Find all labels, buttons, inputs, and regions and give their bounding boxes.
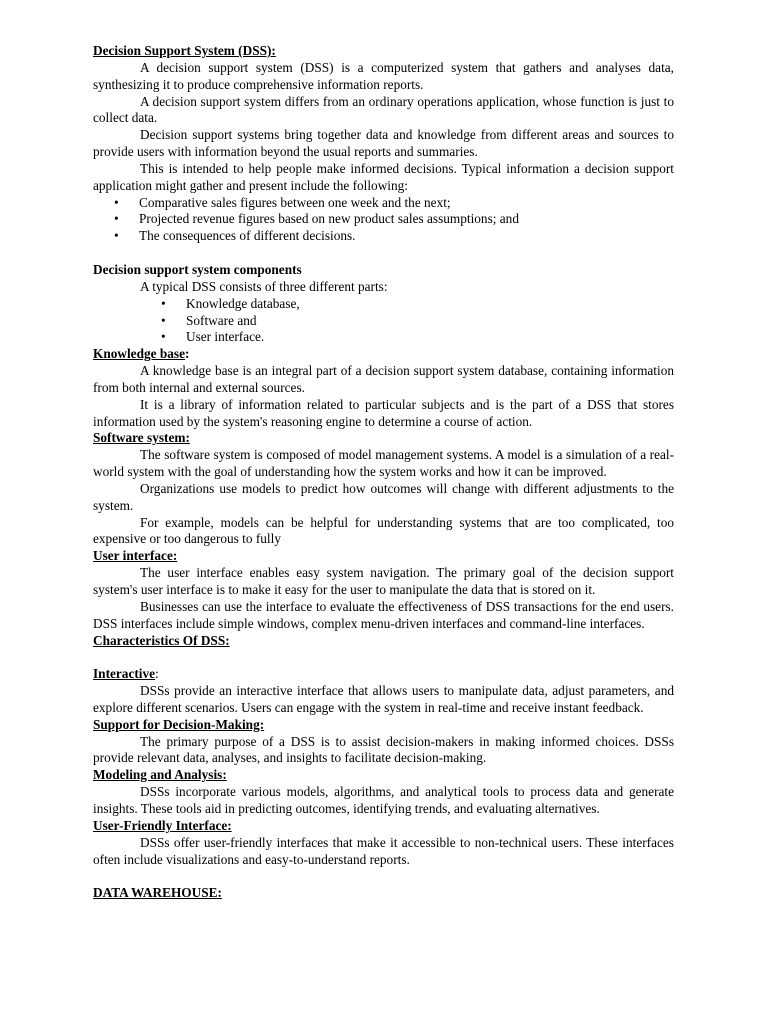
bullet-icon: • xyxy=(114,211,119,227)
user-interface-paragraph-2: Businesses can use the interface to evaluate the effectiveness of DSS transactions for the end users. DSS interfaces include simple windows, complex menu-driven interfaces and command-line interfaces. xyxy=(93,598,674,631)
software-system-paragraph-2: Organizations use models to predict how outcomes will change with different adjustments to the system. xyxy=(93,480,674,513)
bullet-icon: • xyxy=(114,228,119,244)
software-system-heading: Software system: xyxy=(93,430,190,446)
list-item: • Software and xyxy=(161,312,257,328)
document-page xyxy=(93,43,674,902)
user-friendly-heading: User-Friendly Interface: xyxy=(93,817,232,833)
user-interface-paragraph-1: The user interface enables easy system navigation. The primary goal of the decision support system's user interface is to make it easy for the user to manipulate the data that is stored on it. xyxy=(93,565,674,597)
decision-support-heading: Support for Decision-Making: xyxy=(93,716,265,732)
interactive-heading: Interactive: xyxy=(93,666,159,682)
bullet-icon: • xyxy=(161,329,166,345)
user-friendly-paragraph: DSSs offer user-friendly interfaces that make it accessible to non-technical users. These interfaces often include visualizations and easy-to-understand reports. xyxy=(93,834,674,867)
data-warehouse-heading: DATA WAREHOUSE: xyxy=(93,885,222,901)
components-heading: Decision support system components xyxy=(93,261,302,277)
components-bullet-list xyxy=(93,296,674,347)
list-item: • Projected revenue figures based on new product sales assumptions; and xyxy=(114,211,519,227)
spacer xyxy=(93,245,674,262)
modeling-analysis-heading: Modeling and Analysis: xyxy=(93,767,227,783)
characteristics-heading: Characteristics Of DSS: xyxy=(93,632,230,648)
software-system-paragraph-3: For example, models can be helpful for understanding systems that are too complicated, too expensive or too dangerous to fully xyxy=(93,514,674,547)
list-item: • Comparative sales figures between one week and the next; xyxy=(114,194,451,210)
list-item: • The consequences of different decisions. xyxy=(114,228,356,244)
list-item: • Knowledge database, xyxy=(161,295,300,311)
dss-paragraph-2: A decision support system differs from an ordinary operations application, whose function is just to collect data. xyxy=(93,93,674,126)
dss-paragraph-4: This is intended to help people make informed decisions. Typical information a decision support application might gather and present include the following: xyxy=(93,160,674,193)
user-interface-heading: User interface: xyxy=(93,548,178,564)
modeling-analysis-paragraph: DSSs incorporate various models, algorithms, and analytical tools to process data and generate insights. These tools aid in predicting outcomes, identifying trends, and evaluating alternatives. xyxy=(93,784,674,816)
dss-paragraph-1: A decision support system (DSS) is a computerized system that gathers and analyses data, synthesizing it to produce comprehensive information reports. xyxy=(93,59,674,92)
knowledge-base-paragraph-1: A knowledge base is an integral part of a decision support system database, containing information from both internal and external sources. xyxy=(93,363,674,395)
bullet-icon: • xyxy=(114,194,119,210)
bullet-icon: • xyxy=(161,295,166,311)
bullet-icon: • xyxy=(161,312,166,328)
dss-heading: Decision Support System (DSS): xyxy=(93,43,276,58)
spacer xyxy=(93,868,674,885)
software-system-paragraph-1: The software system is composed of model management systems. A model is a simulation of a real-world system with the goal of understanding how the system works and how it can be improved. xyxy=(93,447,674,480)
dss-paragraph-3: Decision support systems bring together data and knowledge from different areas and sources to provide users with information beyond the usual reports and summaries. xyxy=(93,127,674,160)
knowledge-base-heading: Knowledge base: xyxy=(93,346,190,362)
list-item: • User interface. xyxy=(161,329,265,345)
interactive-paragraph: DSSs provide an interactive interface that allows users to manipulate data, adjust parameters, and explore different scenarios. Users can engage with the system in real-time and receive instant feedback. xyxy=(93,683,674,715)
knowledge-base-paragraph-2: It is a library of information related to particular subjects and is the part of a DSS that stores information used by the system's reasoning engine to determine a course of action. xyxy=(93,396,674,429)
components-intro: A typical DSS consists of three different parts: xyxy=(140,278,388,294)
decision-support-paragraph: The primary purpose of a DSS is to assist decision-makers in making informed choices. DSSs provide relevant data, analyses, and insights to facilitate decision-making. xyxy=(93,733,674,766)
dss-bullet-list xyxy=(93,195,674,246)
spacer xyxy=(93,649,674,666)
